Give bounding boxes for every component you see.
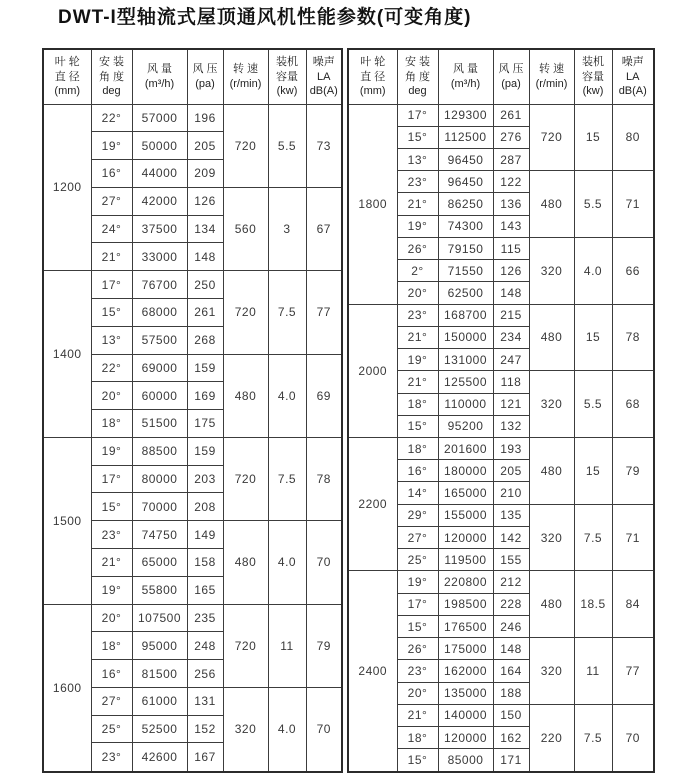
speed-cell: 480 [529, 571, 574, 638]
volume-cell: 165000 [438, 482, 493, 504]
speed-header: 转 速 (r/min) [529, 49, 574, 104]
diameter-cell: 1800 [348, 104, 397, 304]
volume-cell: 220800 [438, 571, 493, 593]
diameter-header: 叶 轮 直 径 (mm) [43, 49, 91, 104]
angle-cell: 17° [91, 465, 132, 493]
angle-cell: 14° [397, 482, 438, 504]
angle-cell: 16° [91, 160, 132, 188]
speed-cell: 320 [529, 371, 574, 438]
noise-cell: 70 [306, 521, 342, 604]
volume-cell: 180000 [438, 460, 493, 482]
capacity-cell: 15 [574, 438, 612, 505]
volume-cell: 52500 [132, 715, 187, 743]
volume-cell: 198500 [438, 593, 493, 615]
angle-cell: 23° [397, 660, 438, 682]
capacity-cell: 11 [268, 604, 306, 687]
volume-cell: 51500 [132, 410, 187, 438]
left-performance-table [42, 48, 343, 773]
capacity-cell: 3 [268, 187, 306, 270]
angle-cell: 20° [91, 382, 132, 410]
speed-cell: 720 [223, 437, 268, 520]
pressure-cell: 250 [187, 271, 223, 299]
pressure-cell: 203 [187, 465, 223, 493]
angle-cell: 25° [397, 549, 438, 571]
noise-cell: 67 [306, 187, 342, 270]
diameter-cell: 1400 [43, 271, 91, 438]
pressure-cell: 118 [493, 371, 529, 393]
speed-cell: 560 [223, 187, 268, 270]
capacity-cell: 18.5 [574, 571, 612, 638]
pressure-cell: 188 [493, 682, 529, 704]
pressure-cell: 287 [493, 148, 529, 170]
volume-cell: 176500 [438, 615, 493, 637]
volume-cell: 80000 [132, 465, 187, 493]
volume-cell: 155000 [438, 504, 493, 526]
table-row [43, 437, 342, 465]
angle-cell: 29° [397, 504, 438, 526]
pressure-cell: 205 [493, 460, 529, 482]
pressure-cell: 171 [493, 749, 529, 772]
pressure-cell: 131 [187, 687, 223, 715]
pressure-header: 风 压 (pa) [493, 49, 529, 104]
speed-cell: 220 [529, 704, 574, 772]
speed-cell: 320 [223, 687, 268, 772]
capacity-cell: 5.5 [574, 171, 612, 238]
volume-cell: 110000 [438, 393, 493, 415]
speed-cell: 720 [223, 271, 268, 354]
volume-cell: 95000 [132, 632, 187, 660]
angle-cell: 18° [397, 438, 438, 460]
table-row [348, 438, 654, 460]
angle-header: 安 装 角 度 deg [91, 49, 132, 104]
angle-cell: 21° [397, 326, 438, 348]
pressure-cell: 136 [493, 193, 529, 215]
angle-cell: 19° [91, 437, 132, 465]
capacity-cell: 4.0 [268, 521, 306, 604]
volume-cell: 95200 [438, 415, 493, 437]
capacity-cell: 4.0 [268, 354, 306, 437]
volume-cell: 120000 [438, 727, 493, 749]
angle-cell: 23° [91, 521, 132, 549]
pressure-cell: 205 [187, 132, 223, 160]
diameter-cell: 2000 [348, 304, 397, 437]
volume-cell: 79150 [438, 237, 493, 259]
volume-cell: 44000 [132, 160, 187, 188]
noise-cell: 80 [612, 104, 654, 171]
speed-cell: 720 [223, 104, 268, 187]
noise-cell: 73 [306, 104, 342, 187]
pressure-cell: 159 [187, 437, 223, 465]
angle-cell: 19° [397, 571, 438, 593]
angle-cell: 2° [397, 260, 438, 282]
speed-cell: 320 [529, 237, 574, 304]
pressure-cell: 175 [187, 410, 223, 438]
pressure-header: 风 压 (pa) [187, 49, 223, 104]
diameter-header: 叶 轮 直 径 (mm) [348, 49, 397, 104]
angle-cell: 21° [91, 243, 132, 271]
angle-cell: 17° [91, 271, 132, 299]
pressure-cell: 235 [187, 604, 223, 632]
speed-cell: 320 [529, 504, 574, 571]
pressure-cell: 142 [493, 526, 529, 548]
right-table-container [347, 48, 655, 773]
volume-cell: 96450 [438, 171, 493, 193]
pressure-cell: 126 [493, 260, 529, 282]
angle-cell: 15° [91, 493, 132, 521]
noise-header: 噪声 LA dB(A) [612, 49, 654, 104]
angle-cell: 24° [91, 215, 132, 243]
volume-cell: 112500 [438, 126, 493, 148]
pressure-cell: 193 [493, 438, 529, 460]
angle-cell: 23° [91, 743, 132, 772]
pressure-cell: 209 [187, 160, 223, 188]
speed-cell: 480 [223, 521, 268, 604]
angle-cell: 19° [397, 215, 438, 237]
volume-cell: 86250 [438, 193, 493, 215]
pressure-cell: 149 [187, 521, 223, 549]
table-row [43, 104, 342, 132]
pressure-cell: 122 [493, 171, 529, 193]
pressure-cell: 115 [493, 237, 529, 259]
pressure-cell: 134 [187, 215, 223, 243]
angle-cell: 26° [397, 237, 438, 259]
volume-cell: 65000 [132, 549, 187, 577]
speed-cell: 320 [529, 638, 574, 705]
right-performance-table [347, 48, 655, 773]
volume-cell: 150000 [438, 326, 493, 348]
volume-cell: 107500 [132, 604, 187, 632]
diameter-cell: 1200 [43, 104, 91, 271]
pressure-cell: 143 [493, 215, 529, 237]
angle-cell: 18° [397, 393, 438, 415]
angle-cell: 21° [397, 371, 438, 393]
pressure-cell: 256 [187, 660, 223, 688]
volume-cell: 96450 [438, 148, 493, 170]
speed-cell: 720 [529, 104, 574, 171]
noise-cell: 78 [306, 437, 342, 520]
angle-cell: 18° [397, 727, 438, 749]
volume-cell: 131000 [438, 349, 493, 371]
pressure-cell: 164 [493, 660, 529, 682]
volume-cell: 76700 [132, 271, 187, 299]
noise-header: 噪声 LA dB(A) [306, 49, 342, 104]
capacity-cell: 15 [574, 304, 612, 371]
volume-cell: 81500 [132, 660, 187, 688]
angle-cell: 19° [91, 132, 132, 160]
angle-cell: 13° [91, 326, 132, 354]
table-row [43, 604, 342, 632]
angle-cell: 15° [397, 749, 438, 772]
noise-cell: 68 [612, 371, 654, 438]
angle-cell: 15° [397, 126, 438, 148]
angle-cell: 19° [397, 349, 438, 371]
angle-cell: 13° [397, 148, 438, 170]
angle-cell: 22° [91, 104, 132, 132]
angle-cell: 15° [91, 298, 132, 326]
volume-cell: 70000 [132, 493, 187, 521]
capacity-cell: 15 [574, 104, 612, 171]
volume-cell: 37500 [132, 215, 187, 243]
pressure-cell: 234 [493, 326, 529, 348]
capacity-cell: 4.0 [574, 237, 612, 304]
volume-cell: 88500 [132, 437, 187, 465]
angle-cell: 23° [397, 171, 438, 193]
diameter-cell: 2400 [348, 571, 397, 772]
angle-cell: 21° [91, 549, 132, 577]
volume-cell: 120000 [438, 526, 493, 548]
page-title: DWT-I型轴流式屋顶通风机性能参数(可变角度) [58, 7, 472, 28]
pressure-cell: 148 [187, 243, 223, 271]
angle-cell: 27° [397, 526, 438, 548]
volume-cell: 61000 [132, 687, 187, 715]
volume-cell: 33000 [132, 243, 187, 271]
angle-cell: 18° [91, 632, 132, 660]
angle-cell: 21° [397, 193, 438, 215]
volume-cell: 162000 [438, 660, 493, 682]
noise-cell: 77 [306, 271, 342, 354]
angle-cell: 22° [91, 354, 132, 382]
volume-cell: 62500 [438, 282, 493, 304]
pressure-cell: 246 [493, 615, 529, 637]
angle-cell: 26° [397, 638, 438, 660]
angle-cell: 17° [397, 104, 438, 126]
noise-cell: 71 [612, 171, 654, 238]
volume-cell: 85000 [438, 749, 493, 772]
pressure-cell: 148 [493, 282, 529, 304]
noise-cell: 70 [612, 704, 654, 772]
capacity-cell: 7.5 [268, 271, 306, 354]
volume-cell: 119500 [438, 549, 493, 571]
pressure-cell: 155 [493, 549, 529, 571]
angle-cell: 19° [91, 576, 132, 604]
volume-cell: 60000 [132, 382, 187, 410]
left-table-container [42, 48, 343, 773]
table-row [348, 304, 654, 326]
capacity-cell: 7.5 [268, 437, 306, 520]
pressure-cell: 158 [187, 549, 223, 577]
pressure-cell: 247 [493, 349, 529, 371]
speed-cell: 480 [529, 304, 574, 371]
pressure-cell: 167 [187, 743, 223, 772]
pressure-cell: 208 [187, 493, 223, 521]
volume-cell: 50000 [132, 132, 187, 160]
table-row [348, 571, 654, 593]
pressure-cell: 126 [187, 187, 223, 215]
header-row [348, 49, 654, 104]
noise-cell: 70 [306, 687, 342, 772]
pressure-cell: 212 [493, 571, 529, 593]
volume-cell: 135000 [438, 682, 493, 704]
capacity-header: 装机 容量 (kw) [268, 49, 306, 104]
speed-cell: 480 [529, 171, 574, 238]
capacity-cell: 7.5 [574, 704, 612, 772]
pressure-cell: 121 [493, 393, 529, 415]
pressure-cell: 148 [493, 638, 529, 660]
volume-cell: 71550 [438, 260, 493, 282]
capacity-cell: 7.5 [574, 504, 612, 571]
diameter-cell: 1600 [43, 604, 91, 772]
diameter-cell: 1500 [43, 437, 91, 604]
volume-cell: 201600 [438, 438, 493, 460]
angle-cell: 21° [397, 704, 438, 726]
pressure-cell: 228 [493, 593, 529, 615]
volume-cell: 69000 [132, 354, 187, 382]
pressure-cell: 196 [187, 104, 223, 132]
angle-cell: 17° [397, 593, 438, 615]
pressure-cell: 150 [493, 704, 529, 726]
noise-cell: 71 [612, 504, 654, 571]
table-row [348, 104, 654, 126]
diameter-cell: 2200 [348, 438, 397, 571]
angle-cell: 23° [397, 304, 438, 326]
capacity-cell: 4.0 [268, 687, 306, 772]
pressure-cell: 210 [493, 482, 529, 504]
angle-cell: 20° [91, 604, 132, 632]
noise-cell: 79 [306, 604, 342, 687]
volume-cell: 74750 [132, 521, 187, 549]
speed-cell: 480 [529, 438, 574, 505]
angle-cell: 27° [91, 687, 132, 715]
pressure-cell: 261 [493, 104, 529, 126]
header-row [43, 49, 342, 104]
angle-cell: 16° [397, 460, 438, 482]
speed-cell: 480 [223, 354, 268, 437]
volume-cell: 57000 [132, 104, 187, 132]
noise-cell: 79 [612, 438, 654, 505]
pressure-cell: 152 [187, 715, 223, 743]
pressure-cell: 276 [493, 126, 529, 148]
volume-cell: 68000 [132, 298, 187, 326]
pressure-cell: 159 [187, 354, 223, 382]
pressure-cell: 268 [187, 326, 223, 354]
noise-cell: 66 [612, 237, 654, 304]
volume-cell: 125500 [438, 371, 493, 393]
angle-cell: 25° [91, 715, 132, 743]
pressure-cell: 169 [187, 382, 223, 410]
pressure-cell: 248 [187, 632, 223, 660]
pressure-cell: 132 [493, 415, 529, 437]
pressure-cell: 135 [493, 504, 529, 526]
speed-cell: 720 [223, 604, 268, 687]
pressure-cell: 215 [493, 304, 529, 326]
volume-cell: 168700 [438, 304, 493, 326]
angle-cell: 16° [91, 660, 132, 688]
volume-header: 风 量 (m³/h) [132, 49, 187, 104]
pressure-cell: 261 [187, 298, 223, 326]
angle-cell: 27° [91, 187, 132, 215]
pressure-cell: 162 [493, 727, 529, 749]
capacity-cell: 11 [574, 638, 612, 705]
volume-header: 风 量 (m³/h) [438, 49, 493, 104]
angle-cell: 20° [397, 682, 438, 704]
angle-cell: 15° [397, 615, 438, 637]
volume-cell: 42600 [132, 743, 187, 772]
noise-cell: 78 [612, 304, 654, 371]
volume-cell: 74300 [438, 215, 493, 237]
pressure-cell: 165 [187, 576, 223, 604]
volume-cell: 55800 [132, 576, 187, 604]
volume-cell: 175000 [438, 638, 493, 660]
volume-cell: 140000 [438, 704, 493, 726]
capacity-cell: 5.5 [574, 371, 612, 438]
angle-cell: 15° [397, 415, 438, 437]
volume-cell: 42000 [132, 187, 187, 215]
noise-cell: 84 [612, 571, 654, 638]
volume-cell: 57500 [132, 326, 187, 354]
speed-header: 转 速 (r/min) [223, 49, 268, 104]
noise-cell: 69 [306, 354, 342, 437]
capacity-header: 装机 容量 (kw) [574, 49, 612, 104]
angle-cell: 18° [91, 410, 132, 438]
noise-cell: 77 [612, 638, 654, 705]
angle-header: 安 装 角 度 deg [397, 49, 438, 104]
angle-cell: 20° [397, 282, 438, 304]
capacity-cell: 5.5 [268, 104, 306, 187]
table-row [43, 271, 342, 299]
volume-cell: 129300 [438, 104, 493, 126]
